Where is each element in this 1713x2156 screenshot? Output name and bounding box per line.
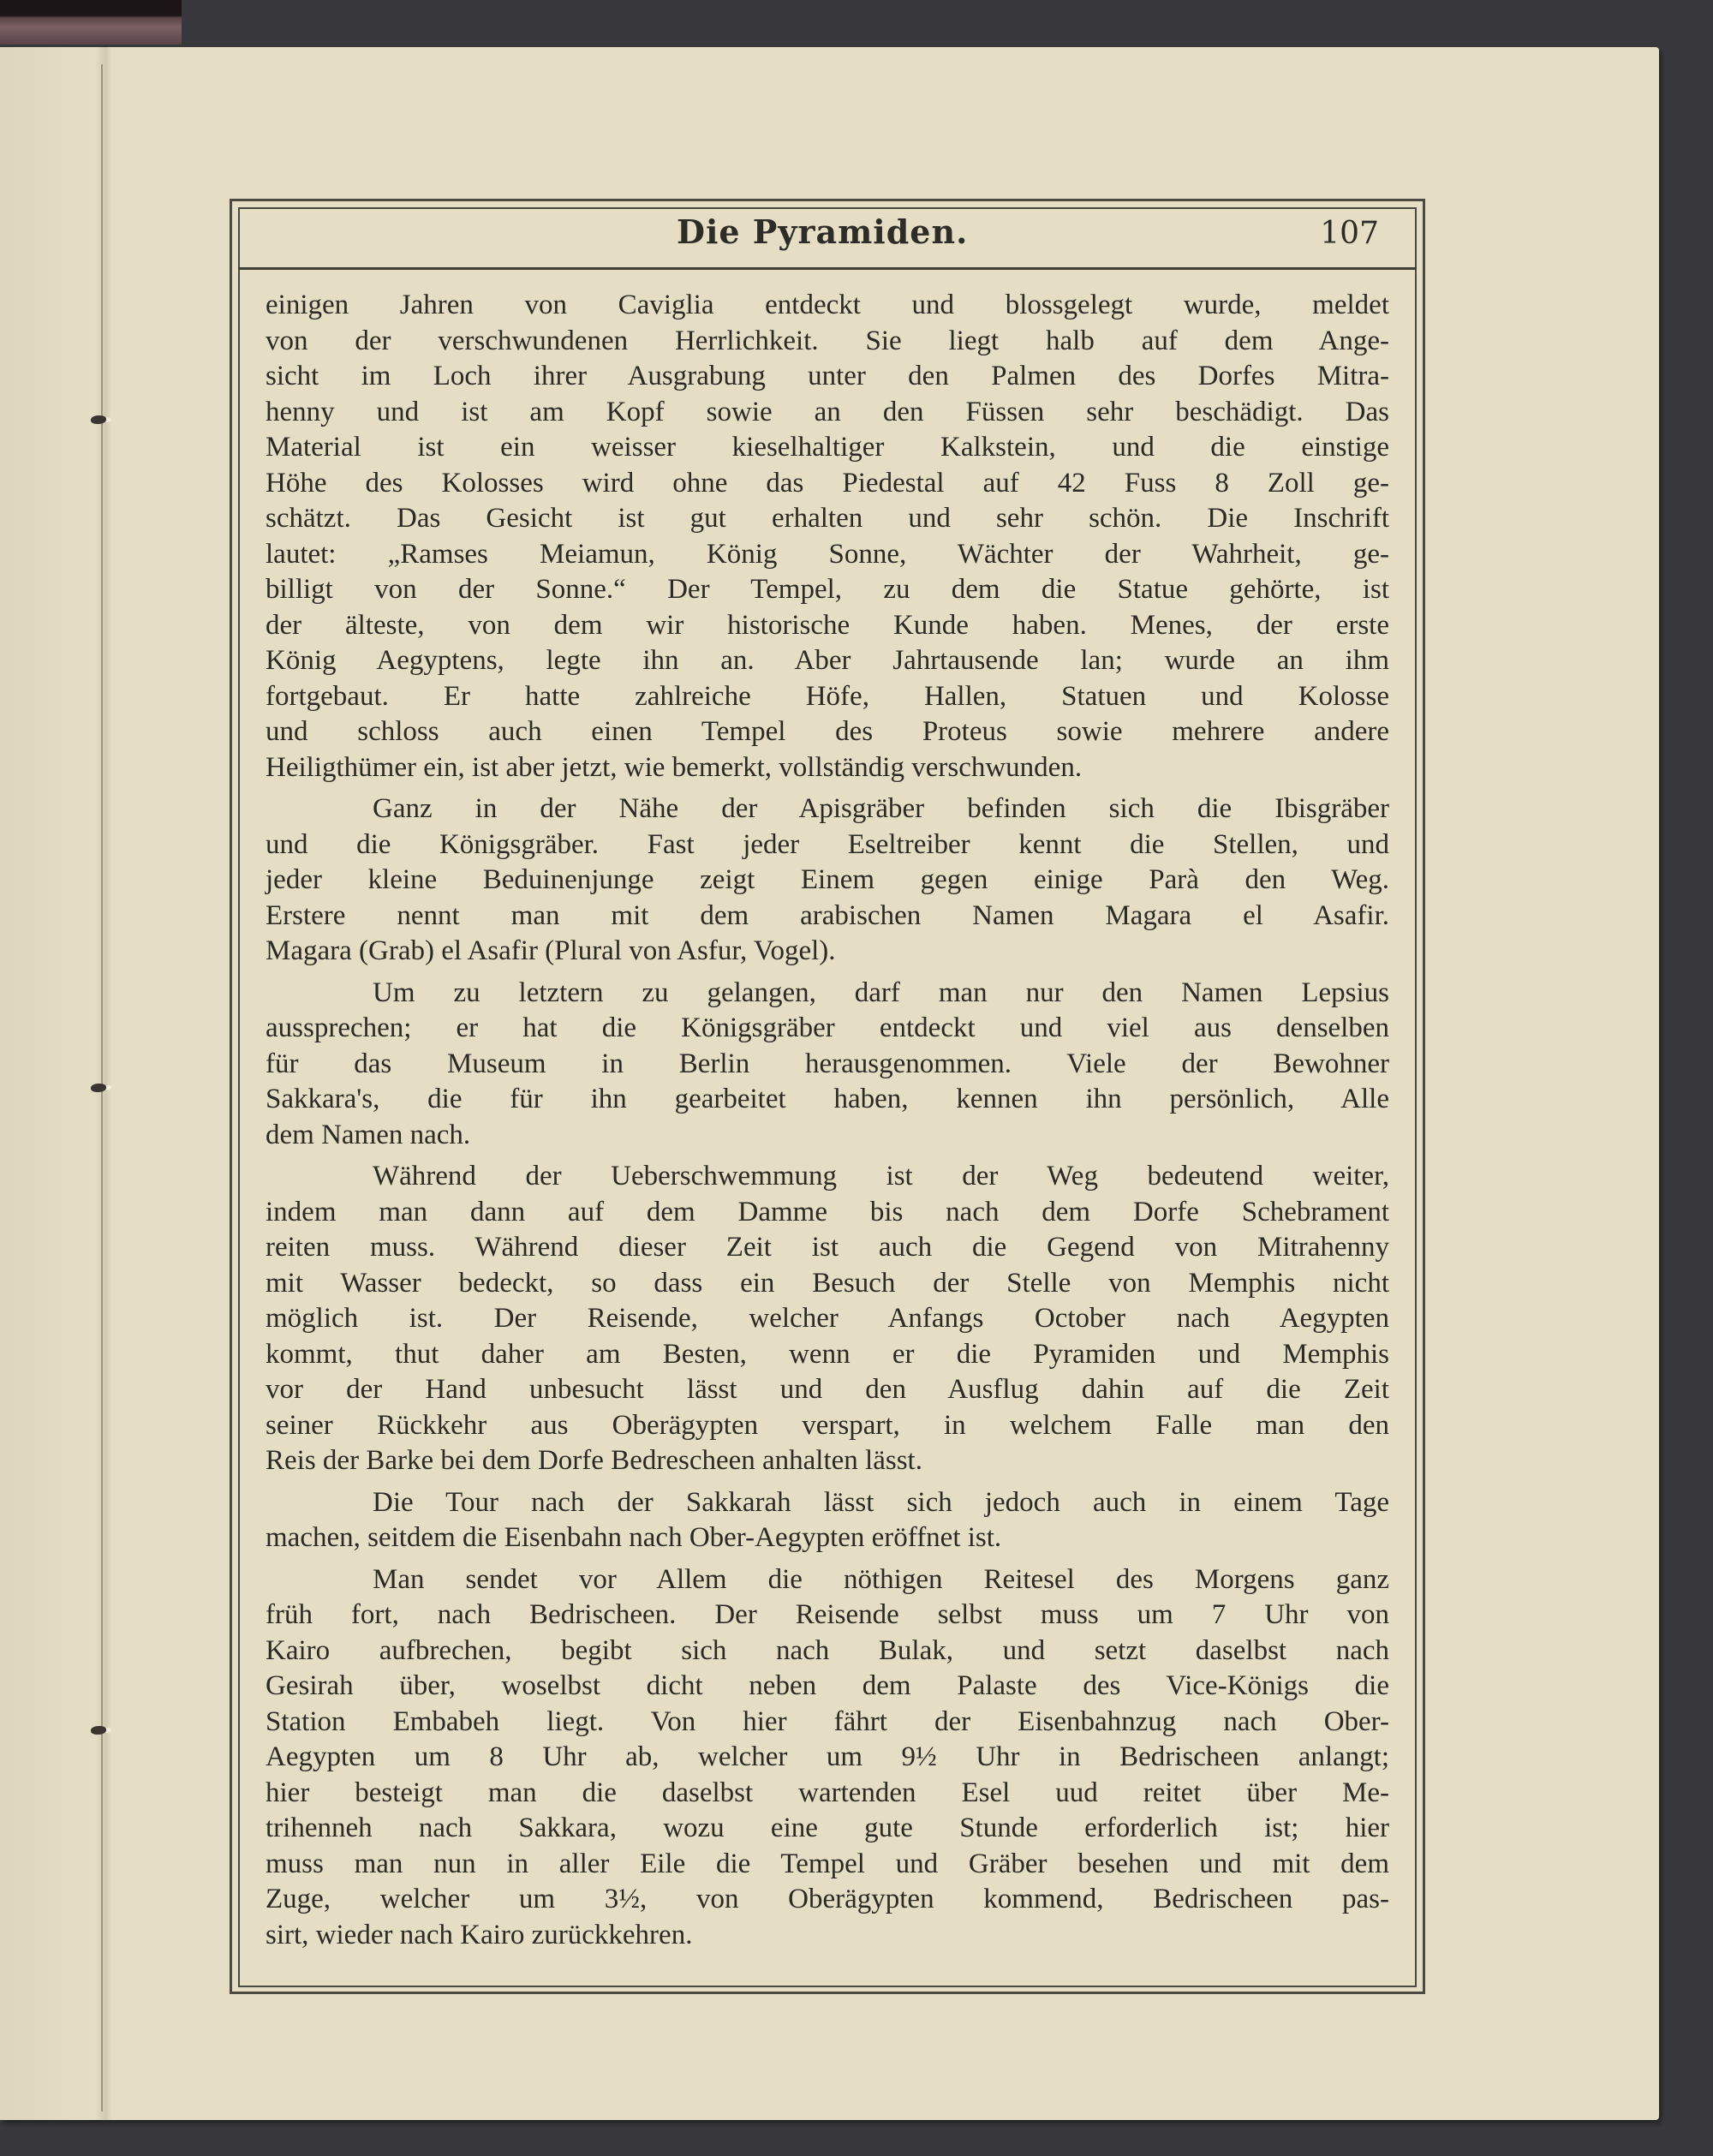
text-line: Heiligthümer ein, ist aber jetzt, wie bemerkt, vollständig verschwunden. (266, 751, 1083, 783)
text-line: der älteste, von dem wir historische Kunde haben. Menes, der erste (266, 609, 1389, 641)
paragraph (266, 1562, 1389, 1954)
text-line: seiner Rückkehr aus Oberägypten verspart, in welchem Falle man den (266, 1409, 1389, 1441)
paragraph (266, 1159, 1389, 1479)
text-line: Aegypten um 8 Uhr ab, welcher um 9½ Uhr in Bedrischeen anlangt; (266, 1741, 1389, 1772)
text-line: und schloss auch einen Tempel des Proteus sowie mehrere andere (266, 716, 1389, 747)
text-line: sicht im Loch ihrer Ausgrabung unter den Palmen des Dorfes Mitra- (266, 361, 1389, 391)
text-line: lautet: „Ramses Meiamun, König Sonne, Wächter der Wahrheit, ge- (266, 538, 1389, 570)
text-line: reiten muss. Während dieser Zeit ist auch die Gegend von Mitrahenny (266, 1232, 1389, 1263)
text-line: fortgebaut. Er hatte zahlreiche Höfe, Hallen, Statuen und Kolosse (266, 680, 1389, 712)
stitch-hole-icon (91, 415, 106, 424)
text-line: für das Museum in Berlin herausgenommen. Viele der Bewohner (266, 1048, 1389, 1079)
paragraph (266, 791, 1389, 970)
text-line: sirt, wieder nach Kairo zurückkehren. (266, 1919, 693, 1950)
text-line: billigt von der Sonne.“ Der Tempel, zu dem die Statue gehörte, ist (266, 574, 1389, 605)
text-line: schätzt. Das Gesicht ist gut erhalten und sehr schön. Die Inschrift (266, 503, 1389, 534)
text-line: Reis der Barke bei dem Dorfe Bedrescheen anhalten lässt. (266, 1445, 922, 1476)
text-line: König Aegyptens, legte ihn an. Aber Jahrtausende lan; wurde an ihm (266, 645, 1389, 676)
text-line: Erstere nennt man mit dem arabischen Namen Magara el Asafir. (266, 899, 1389, 931)
text-line: Material ist ein weisser kieselhaltiger Kalkstein, und die einstige (266, 432, 1389, 463)
text-line: Zuge, welcher um 3½, von Oberägypten kommend, Bedrischeen pas- (266, 1884, 1389, 1914)
text-line: einigen Jahren von Caviglia entdeckt und blossgelegt wurde, meldet (266, 290, 1389, 320)
text-line: Magara (Grab) el Asafir (Plural von Asfur, Vogel). (266, 935, 836, 966)
text-line: henny und ist am Kopf sowie an den Füssen sehr beschädigt. Das (266, 396, 1389, 427)
book-binding (0, 0, 182, 45)
text-line: Um zu letztern zu gelangen, darf man nur den Namen Lepsius (373, 976, 1389, 1008)
text-line: Gesirah über, woselbst dicht neben dem Palaste des Vice-Königs die (266, 1670, 1389, 1701)
body-text (266, 288, 1389, 1953)
text-line: von der verschwundenen Herrlichkeit. Sie liegt halb auf dem Ange- (266, 325, 1389, 356)
text-line: mit Wasser bedeckt, so dass ein Besuch der Stelle von Memphis nicht (266, 1267, 1389, 1299)
text-line: Man sendet vor Allem die nöthigen Reitesel des Morgens ganz (373, 1563, 1389, 1595)
stitch-hole-icon (91, 1084, 106, 1092)
text-line: Während der Ueberschwemmung ist der Weg bedeutend weiter, (373, 1161, 1389, 1191)
text-line: möglich ist. Der Reisende, welcher Anfangs October nach Aegypten (266, 1303, 1389, 1334)
text-line: Höhe des Kolosses wird ohne das Piedestal auf 42 Fuss 8 Zoll ge- (266, 467, 1389, 499)
text-line: Kairo aufbrechen, begibt sich nach Bulak, und setzt daselbst nach (266, 1634, 1389, 1666)
text-line: machen, seitdem die Eisenbahn nach Ober-Aegypten eröffnet ist. (266, 1522, 1002, 1553)
paragraph (266, 1485, 1389, 1556)
text-line: trihenneh nach Sakkara, wozu eine gute Stunde erforderlich ist; hier (266, 1813, 1389, 1843)
page-number: 107 (1320, 216, 1379, 251)
stitch-hole-icon (91, 1726, 106, 1735)
paragraph (266, 976, 1389, 1154)
text-line: Station Embabeh liegt. Von hier fährt der Eisenbahnzug nach Ober- (266, 1705, 1389, 1737)
header-rule (238, 267, 1417, 270)
text-line: dem Namen nach. (266, 1119, 471, 1150)
text-line: kommt, thut daher am Besten, wenn er die Pyramiden und Memphis (266, 1338, 1389, 1370)
text-line: Sakkara's, die für ihn gearbeitet haben, kennen ihn persönlich, Alle (266, 1084, 1389, 1114)
running-head: Die Pyramiden. (677, 212, 969, 251)
paragraph (266, 288, 1389, 785)
text-line: vor der Hand unbesucht lässt und den Ausflug dahin auf die Zeit (266, 1374, 1389, 1405)
text-line: und die Königsgräber. Fast jeder Eseltreiber kennt die Stellen, und (266, 828, 1389, 860)
text-line: indem man dann auf dem Damme bis nach dem Dorfe Schebrament (266, 1196, 1389, 1227)
text-line: Ganz in der Nähe der Apisgräber befinden sich die Ibisgräber (373, 793, 1389, 824)
text-line: muss man nun in aller Eile die Tempel und Gräber besehen und mit dem (266, 1848, 1389, 1879)
text-line: hier besteigt man die daselbst wartenden Esel uud reitet über Me- (266, 1777, 1389, 1808)
text-line: früh fort, nach Bedrischeen. Der Reisende selbst muss um 7 Uhr von (266, 1599, 1389, 1630)
text-line: aussprechen; er hat die Königsgräber entdeckt und viel aus denselben (266, 1012, 1389, 1043)
text-line: jeder kleine Beduinenjunge zeigt Einem gegen einige Parà den Weg. (266, 864, 1389, 895)
text-line: Die Tour nach der Sakkarah lässt sich jedoch auch in einem Tage (373, 1486, 1389, 1518)
